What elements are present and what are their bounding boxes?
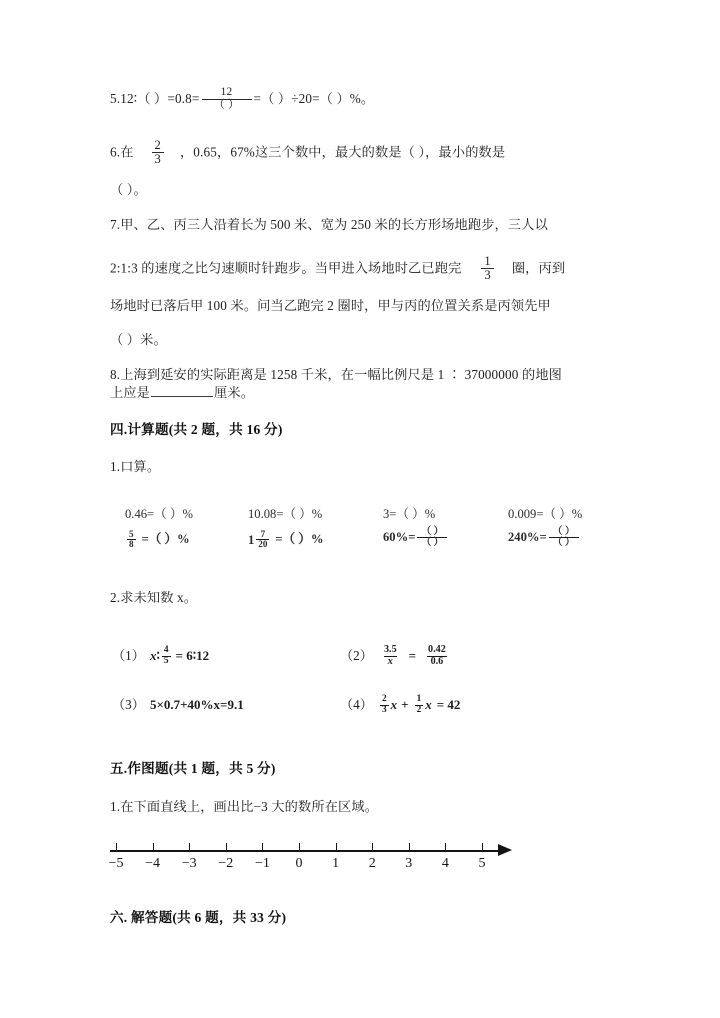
equation-2-right-denominator: 0.6 bbox=[427, 656, 448, 667]
number-line-label: 5 bbox=[478, 856, 486, 871]
oral-calc-row2-item2-numerator: 7 bbox=[260, 528, 266, 539]
q7-line3: 场地时已落后甲 100 米。问当乙跑完 2 圈时，甲与丙的位置关系是丙领先甲 bbox=[110, 298, 551, 313]
number-line-axis bbox=[110, 850, 502, 852]
q7-line4: （ ）米。 bbox=[110, 332, 167, 347]
oral-calc-row2-item1-denominator: 8 bbox=[129, 538, 134, 549]
number-line-arrow-icon bbox=[498, 844, 512, 856]
q7-line2a: 2:1:3 的速度之比匀速顺时针跑步。当甲进入场地时乙已跑完 bbox=[110, 260, 462, 276]
equation-2-right-fraction bbox=[424, 645, 450, 666]
number-line-tick bbox=[445, 843, 446, 851]
q6-fraction-denominator: 3 bbox=[152, 152, 164, 166]
number-line-label: 2 bbox=[368, 856, 376, 871]
q6-fraction bbox=[152, 139, 164, 166]
oral-calc-row2-item2 bbox=[248, 528, 323, 550]
equation-1-numerator: 4 bbox=[163, 645, 169, 656]
number-line-label: −2 bbox=[218, 856, 234, 871]
number-line-tick bbox=[116, 843, 117, 851]
section-four-heading: 四.计算题(共 2 题，共 16 分) bbox=[110, 422, 283, 437]
section-four-q1-label: 1.口算。 bbox=[110, 459, 161, 474]
oral-calc-row2-item4-fraction bbox=[549, 527, 579, 548]
number-line-label: −4 bbox=[145, 856, 161, 871]
q5-number: 5. bbox=[110, 91, 121, 107]
oral-calc-row2-item4-denominator: （ ） bbox=[549, 537, 579, 548]
equation-4-numerator-1: 2 bbox=[381, 694, 387, 705]
oral-calc-row2-item3-lead: 60%= bbox=[383, 530, 416, 545]
equation-3 bbox=[112, 694, 244, 713]
number-line-label: −1 bbox=[254, 856, 270, 871]
equation-2-equals: = bbox=[408, 648, 417, 663]
number-line-label: 0 bbox=[295, 856, 303, 871]
oral-calc-row2-item2-fraction bbox=[256, 530, 269, 549]
number-line-tick bbox=[153, 843, 154, 851]
question-6-line-1 bbox=[110, 140, 505, 167]
number-line-tick bbox=[409, 843, 410, 851]
number-line-label: −5 bbox=[108, 856, 124, 871]
oral-calc-row2-item4-lead: 240%= bbox=[508, 530, 547, 545]
oral-calc-row1-item2: 10.08=（ ）% bbox=[248, 507, 323, 521]
q8-line2-before: 上应是 bbox=[110, 385, 151, 400]
q6-lead: 在 bbox=[120, 144, 134, 160]
q7-number: 7. bbox=[110, 217, 121, 232]
q6-part2: （ ）。 bbox=[110, 182, 147, 197]
oral-calc-row2-item3 bbox=[383, 528, 449, 549]
number-line-tick bbox=[226, 843, 227, 851]
equation-3-expression: 5×0.7+40%x=9.1 bbox=[149, 697, 244, 712]
number-line-tick bbox=[262, 843, 263, 851]
equation-4-denominator-2: 2 bbox=[416, 704, 422, 715]
equation-1-variable: x bbox=[149, 648, 157, 663]
number-line-tick bbox=[372, 843, 373, 851]
equation-1-denominator: 5 bbox=[163, 655, 169, 666]
equation-2-tag: （2） bbox=[340, 648, 373, 663]
equation-1-fraction bbox=[162, 646, 171, 666]
equation-2 bbox=[340, 645, 452, 668]
equation-4-tail: = 42 bbox=[436, 697, 461, 712]
equation-4-denominator-1: 3 bbox=[381, 704, 387, 715]
q7-fraction-numerator: 1 bbox=[484, 254, 491, 268]
equation-4-tag: （4） bbox=[340, 697, 373, 712]
question-5 bbox=[110, 88, 374, 112]
section-five-q1-label: 1.在下面直线上，画出比−3 大的数所在区域。 bbox=[110, 799, 379, 814]
q5-fraction-denominator: （ ） bbox=[202, 99, 252, 112]
equation-4-plus: + bbox=[401, 697, 409, 712]
number-line-diagram bbox=[110, 838, 520, 884]
equation-4-variable-2: x bbox=[425, 697, 432, 712]
question-7-line-2 bbox=[110, 256, 565, 283]
question-7-line-1 bbox=[110, 215, 548, 235]
oral-calc-row2-item1-numerator: 5 bbox=[129, 528, 134, 539]
question-8-line-2 bbox=[110, 383, 254, 403]
oral-calc-row2-item4-numerator: （ ） bbox=[552, 526, 575, 537]
oral-calc-row2-item2-whole: 1 bbox=[248, 532, 255, 547]
oral-calc-row2-item1 bbox=[125, 528, 190, 550]
number-line-label: 4 bbox=[441, 856, 449, 871]
oral-calc-row1-item4: 0.009=（ ）% bbox=[508, 507, 583, 521]
q6-part1: ，0.65，67%这三个数中，最大的数是（ ），最小的数是 bbox=[179, 144, 506, 160]
equation-4-variable-1: x bbox=[390, 697, 398, 712]
q6-number: 6. bbox=[110, 144, 121, 160]
q7-fraction-denominator: 3 bbox=[481, 268, 493, 282]
section-five-heading: 五.作图题(共 1 题，共 5 分) bbox=[110, 761, 276, 776]
equation-2-left-denominator: x bbox=[384, 656, 397, 667]
q5-fraction-numerator: 12 bbox=[220, 86, 233, 98]
q5-fraction bbox=[202, 87, 252, 111]
q7-line1: 甲、乙、丙三人沿着长为 500 米、宽为 250 米的长方形场地跑步，三人以 bbox=[120, 217, 548, 232]
q5-part2: =（ ）÷20=（ ）%。 bbox=[253, 91, 375, 107]
q8-line1: 上海到延安的实际距离是 1258 千米，在一幅比例尺是 1 ∶ 37000000 的地图 bbox=[120, 367, 562, 382]
oral-calc-row2-item2-tail: =（ ）% bbox=[275, 532, 324, 546]
number-line-label: 1 bbox=[332, 856, 340, 871]
question-6-line-2 bbox=[110, 180, 147, 200]
number-line-label: −3 bbox=[181, 856, 197, 871]
question-7-line-4 bbox=[110, 330, 167, 350]
oral-calc-row1-item1: 0.46=（ ）% bbox=[125, 507, 193, 521]
q6-fraction-numerator: 2 bbox=[154, 138, 161, 152]
q7-line2b: 圈，丙到 bbox=[511, 260, 566, 276]
oral-calc-row2-item1-fraction bbox=[127, 530, 136, 549]
number-line-tick bbox=[482, 843, 483, 851]
number-line-tick bbox=[336, 843, 337, 851]
equation-1-separator: ∶ bbox=[156, 648, 160, 663]
q8-line2-after: 厘米。 bbox=[214, 385, 255, 400]
equation-4-numerator-2: 1 bbox=[416, 694, 422, 705]
q8-number: 8. bbox=[110, 367, 121, 382]
question-8-line-1 bbox=[110, 365, 562, 385]
equation-4-fraction-2 bbox=[415, 695, 424, 715]
section-six-heading: 六. 解答题(共 6 题，共 33 分) bbox=[110, 910, 287, 925]
oral-calc-row2-item4 bbox=[508, 528, 581, 549]
number-line-tick bbox=[189, 843, 190, 851]
equation-1-rhs: = 6∶12 bbox=[175, 648, 210, 663]
oral-calc-row2-item2-denominator: 20 bbox=[258, 538, 268, 549]
equation-1 bbox=[112, 645, 209, 667]
oral-calc-row2-item3-denominator: （ ） bbox=[417, 537, 447, 548]
number-line-tick bbox=[299, 843, 300, 851]
oral-calc-row2-item1-tail: =（ ）% bbox=[141, 532, 190, 546]
equation-3-tag: （3） bbox=[112, 697, 145, 712]
equation-4 bbox=[340, 694, 460, 716]
equation-2-right-numerator: 0.42 bbox=[428, 644, 446, 656]
oral-calc-row1-item3: 3=（ ）% bbox=[383, 507, 436, 521]
equation-2-left-numerator: 3.5 bbox=[383, 644, 397, 656]
number-line-label: 3 bbox=[405, 856, 413, 871]
oral-calc-row2-item3-fraction bbox=[417, 527, 447, 548]
oral-calc-row2-item2-mixed bbox=[248, 528, 271, 550]
section-four-q2-label: 2.求未知数 x。 bbox=[110, 590, 198, 605]
oral-calc-row2-item3-numerator: （ ） bbox=[421, 526, 444, 537]
equation-2-left-fraction bbox=[380, 645, 401, 666]
equation-4-fraction-1 bbox=[380, 695, 389, 715]
q5-part1: 12∶（ ）=0.8= bbox=[120, 91, 200, 107]
q7-fraction bbox=[481, 255, 493, 282]
q8-answer-blank[interactable] bbox=[151, 383, 213, 397]
equation-1-tag: （1） bbox=[112, 648, 145, 663]
question-7-line-3 bbox=[110, 296, 551, 316]
